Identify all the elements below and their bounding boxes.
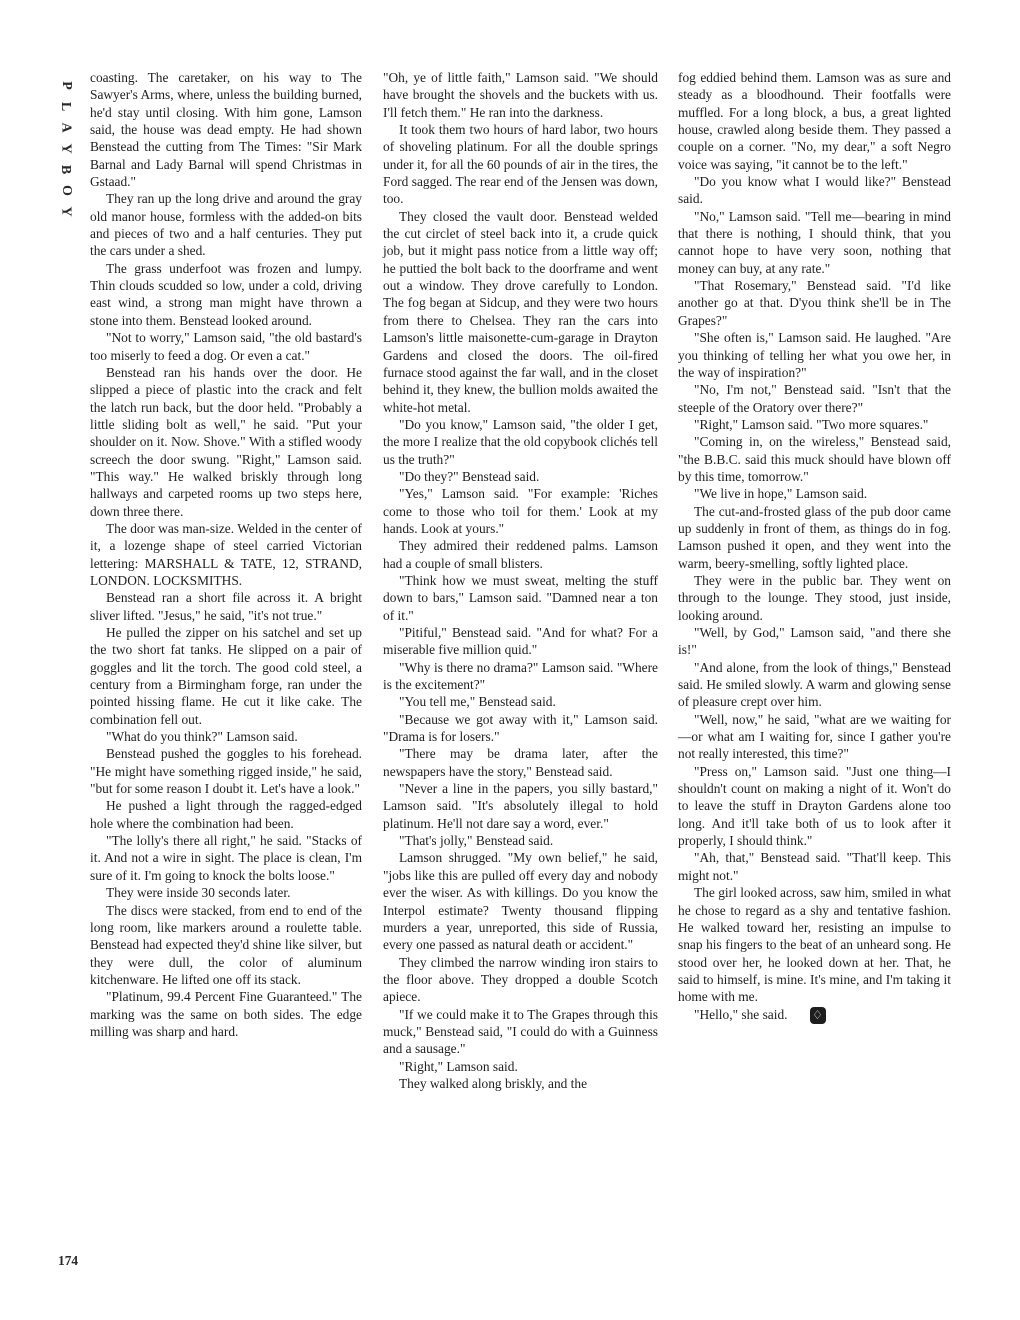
paragraph: "Platinum, 99.4 Percent Fine Guaranteed." The marking was the same on both sides. The edge milling was sharp and hard. xyxy=(90,989,362,1039)
paragraph: "Coming in, on the wireless," Benstead said, "the B.B.C. said this muck should have blown off by this time, tomorrow." xyxy=(678,434,951,484)
paragraph: "Pitiful," Benstead said. "And for what? For a miserable five million quid." xyxy=(383,625,658,658)
paragraph: Benstead ran his hands over the door. He slipped a piece of plastic into the crack and felt the latch run back, but the door held. "Probably a little sliding bolt as well," he said. "Put your shoulder on it. Now. Shove." With a stifled woody screech the door swung. "Right," Lamson said. "This way." He walked briskly through long hallways and carpeted rooms up two steps here, down three there. xyxy=(90,364,362,519)
paragraph: The door was man-size. Welded in the center of it, a lozenge shape of steel carried Victorian lettering: MARSHALL & TATE, 12, STRAND, LONDON. LOCKSMITHS. xyxy=(90,520,362,588)
paragraph: "Well, now," he said, "what are we waiting for—or what am I waiting for, since I gather you're not really interested, this time?" xyxy=(678,711,951,762)
masthead-letter: L xyxy=(58,101,74,112)
paragraph: They closed the vault door. Benstead welded the cut circlet of steel back into it, a crude quick job, but it might pass notice from a little way off; he puttied the bolt back to the doorframe and went out a window. They drove carefully to London. The fog began at Sidcup, and they were two hours from there to Chelsea. They ran the cars into Lamson's little maisonette-cum-garage in Drayton Gardens and closed the doors. The oil-fired furnace stood against the far wall, and in the closet behind it, they knew, the bullion molds awaited the white-hot metal. xyxy=(383,208,658,415)
paragraph: The cut-and-frosted glass of the pub door came up suddenly in front of them, as things do in fog. Lamson pushed it open, and they went into the warm, beery-smelling, softly lighted place. xyxy=(678,503,951,571)
paragraph: coasting. The caretaker, on his way to The Sawyer's Arms, where, unless the building burned, he'd stay until closing. With him gone, Lamson said, the house was dead empty. He had shown Benstead the cutting from The Times: "Sir Mark Barnal and Lady Barnal will spend Christmas in Gstaad." xyxy=(90,70,362,190)
paragraph: He pulled the zipper on his satchel and set up the two short fat tanks. He slipped on a pair of goggles and lit the torch. The good cold steel, a century from a Birmingham forge, ran under the pointed hissing flame. He cut it like cake. The combination fell out. xyxy=(90,625,362,727)
paragraph: He pushed a light through the ragged-edged hole where the combination had been. xyxy=(90,798,362,831)
paragraph: "Oh, ye of little faith," Lamson said. "We should have brought the shovels and the buckets with us. I'll fetch them." He ran into the darkness. xyxy=(383,70,658,120)
paragraph: They were in the public bar. They went on through to the lounge. They stood, just inside, looking around. xyxy=(678,572,951,623)
paragraph: "There may be drama later, after the newspapers have the story," Benstead said. xyxy=(383,746,658,779)
paragraph: "That Rosemary," Benstead said. "I'd like another go at that. D'you think she'll be in The Grapes?" xyxy=(678,278,951,328)
paragraph: "You tell me," Benstead said. xyxy=(399,694,556,710)
paragraph: "Because we got away with it," Lamson said. "Drama is for losers." xyxy=(383,711,658,745)
paragraph: "We live in hope," Lamson said. xyxy=(694,486,868,502)
masthead-letter: Y xyxy=(58,143,74,154)
paragraph: "What do you think?" Lamson said. xyxy=(106,729,298,745)
paragraph: It took them two hours of hard labor, two hours of shoveling platinum. For all the double springs under it, for all the 60 pounds of air in the tires, the Ford sagged. The rear end of the Jensen was down, too. xyxy=(383,122,658,207)
masthead-letter: A xyxy=(58,122,74,133)
paragraph: They walked along briskly, and the xyxy=(399,1075,588,1091)
paragraph: "Right," Lamson said. xyxy=(399,1058,518,1074)
masthead-letter: B xyxy=(58,164,74,175)
paragraph: "She often is," Lamson said. He laughed. "Are you thinking of telling her what you owe her, in the way of inspiration?" xyxy=(678,330,951,380)
end-of-story-bunny-icon: ♢ xyxy=(810,1007,826,1024)
text-column-3 xyxy=(678,69,951,1024)
masthead-letter: O xyxy=(58,185,74,196)
paragraph: "That's jolly," Benstead said. xyxy=(399,833,554,849)
paragraph: Benstead pushed the goggles to his forehead. "He might have something rigged inside," he said, "but for some reason I doubt it. Let's have a look." xyxy=(90,746,362,797)
paragraph: Lamson shrugged. "My own belief," he said, "jobs like this are pulled off every day and nobody ever the wiser. As with killings. Do you know the Interpol estimate? Twenty thousand flipping murders a year, unreported, this side of Russia, every one passed as natural death or accident." xyxy=(383,850,658,953)
paragraph: fog eddied behind them. Lamson was as sure and steady as a bloodhound. Their footfalls were muffled. For a long block, a bus, a great lighted house, crawled along beside them. They passed a couple on a corner. "No, my dear," a soft Negro voice was saying, "it cannot be to the left." xyxy=(678,70,951,172)
paragraph: "And alone, from the look of things," Benstead said. He smiled slowly. A warm and glowing sense of pleasure crept over him. xyxy=(678,659,951,710)
masthead-letter: P xyxy=(58,81,74,90)
paragraph: The grass underfoot was frozen and lumpy. Thin clouds scudded so low, under a cold, driving east wind, a strong man might have thrown a stone into them. Benstead looked around. xyxy=(90,260,362,328)
paragraph: "If we could make it to The Grapes through this muck," Benstead said, "I could do with a Guinness and a sausage." xyxy=(383,1006,658,1057)
paragraph: They ran up the long drive and around the gray old manor house, formless with the added-on bits and pieces of two and a half centuries. They put the cars under a shed. xyxy=(90,191,362,259)
paragraph: "Ah, that," Benstead said. "That'll keep. This might not." xyxy=(678,850,951,883)
paragraph: "No, I'm not," Benstead said. "Isn't that the steeple of the Oratory over there?" xyxy=(678,382,951,415)
text-column-2 xyxy=(383,69,658,1092)
paragraph: "The lolly's there all right," he said. "Stacks of it. And not a wire in sight. The place is clean, I'm sure of it. I'm going to knock the bolts loose." xyxy=(90,833,362,883)
paragraph: The girl looked across, saw him, smiled in what he chose to regard as a shy and tentative fashion. He walked toward her, resisting an impulse to snap his fingers to the beat of an unheard song. He stood over her, he looked down at her. That, he said to himself, is mine. It's mine, and I'm taking it home with me. xyxy=(678,885,951,1005)
paragraph: "Never a line in the papers, you silly bastard," Lamson said. "It's absolutely illegal to hold platinum. He'll not dare say a word, ever." xyxy=(383,781,658,831)
paragraph: They climbed the narrow winding iron stairs to the floor above. They dropped a double Scotch apiece. xyxy=(383,954,658,1005)
paragraph: "Why is there no drama?" Lamson said. "Where is the excitement?" xyxy=(383,659,658,693)
paragraph: "Do you know," Lamson said, "the older I get, the more I realize that the old copybook clichés tell us the truth?" xyxy=(383,416,658,467)
paragraph: "Do you know what I would like?" Benstead said. xyxy=(678,174,951,207)
text-column-1 xyxy=(90,69,362,1040)
paragraph: Benstead ran a short file across it. A bright sliver lifted. "Jesus," he said, "it's not true." xyxy=(90,590,362,623)
paragraph: "Yes," Lamson said. "For example: 'Riches come to those who toil for them.' Look at my hands. Look at yours." xyxy=(383,486,658,536)
paragraph: "No," Lamson said. "Tell me—bearing in mind that there is nothing, I should think, that you cannot hope to have very soon, nothing that money can buy, at any rate." xyxy=(678,208,951,276)
paragraph: "Not to worry," Lamson said, "the old bastard's too miserly to feed a dog. Or even a cat." xyxy=(90,330,362,363)
paragraph: "Press on," Lamson said. "Just one thing—I shouldn't count on making a night of it. Won't do to leave the stuff in Drayton Gardens alone too long. And it'll take both of us to look after it properly, I should think." xyxy=(678,763,951,849)
paragraph: They admired their reddened palms. Lamson had a couple of small blisters. xyxy=(383,538,658,571)
paragraph: "Well, by God," Lamson said, "and there she is!" xyxy=(678,625,951,658)
paragraph: "Hello," she said. ♢ xyxy=(678,1006,951,1024)
paragraph: "Right," Lamson said. "Two more squares." xyxy=(694,416,929,432)
paragraph: They were inside 30 seconds later. xyxy=(106,885,291,901)
paragraph: "Do they?" Benstead said. xyxy=(399,468,540,484)
paragraph: "Think how we must sweat, melting the stuff down to bars," Lamson said. "Damned near a ton of it." xyxy=(383,572,658,623)
playboy-masthead xyxy=(50,75,74,222)
page-number: 174 xyxy=(58,1253,79,1268)
masthead-letter: Y xyxy=(58,206,74,217)
paragraph: The discs were stacked, from end to end of the long room, like markers around a roulette table. Benstead had expected they'd shine like silver, but they were dull, the color of aluminum kitchenware. He lifted one off its stack. xyxy=(90,902,362,987)
